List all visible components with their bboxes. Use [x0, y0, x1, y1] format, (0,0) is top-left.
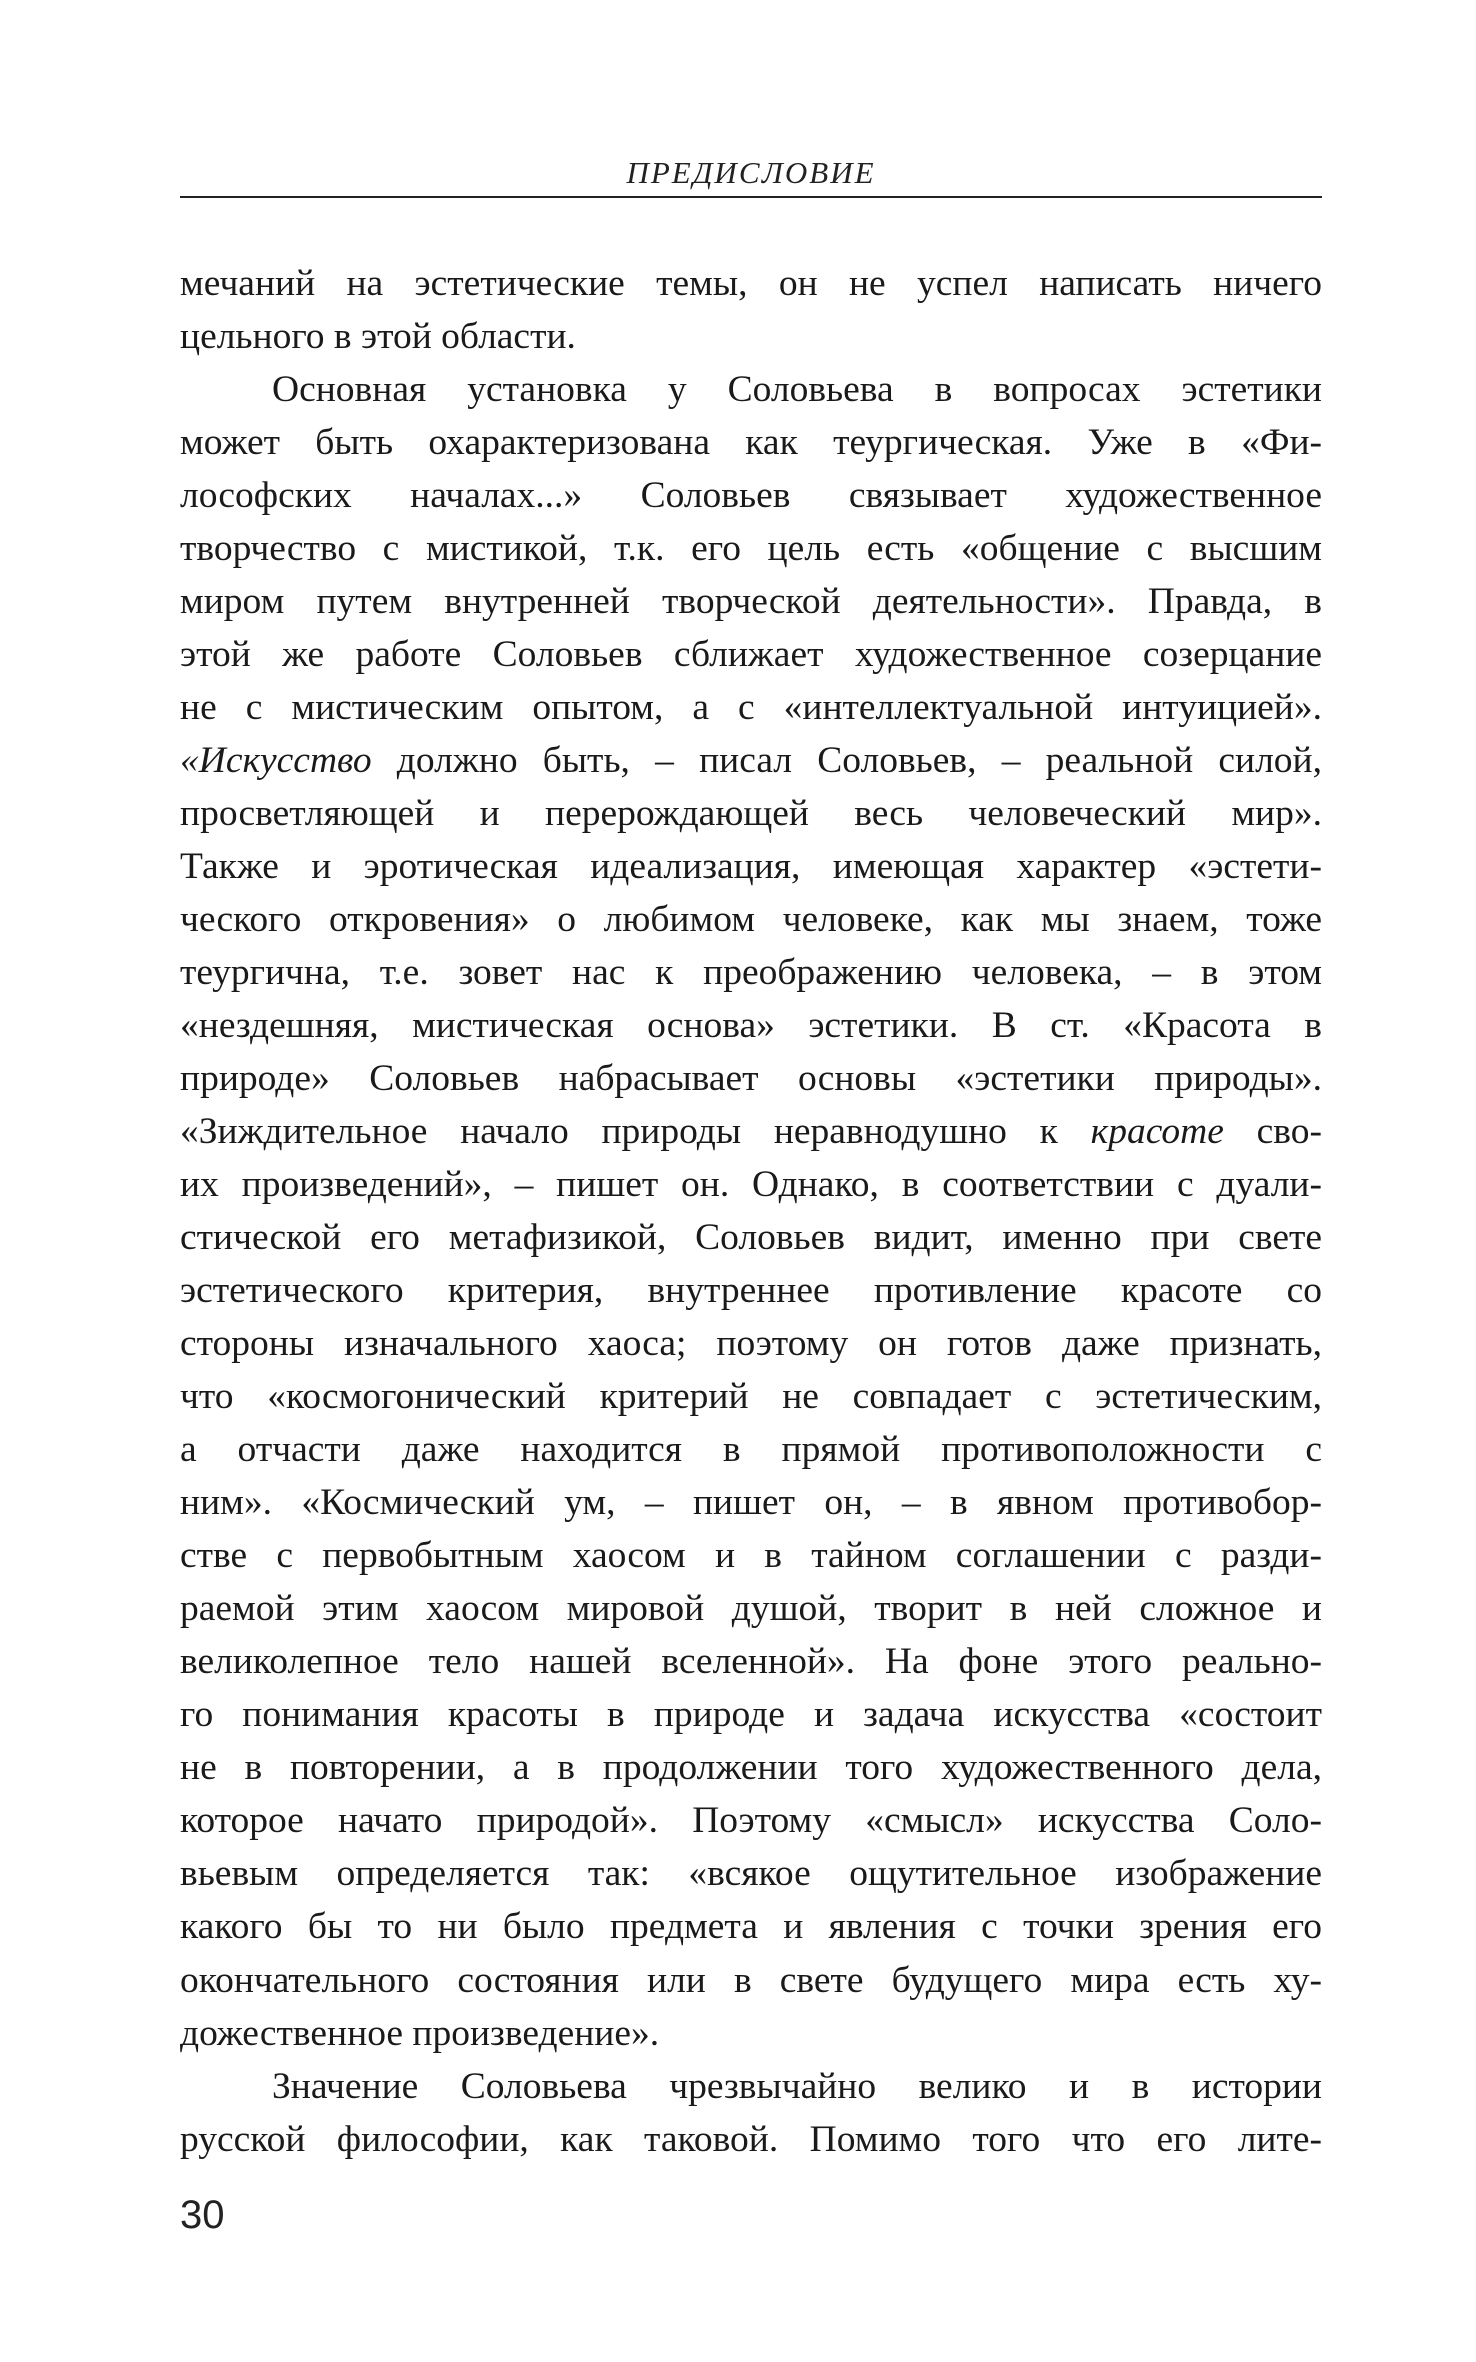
text-line-with-italic	[180, 1105, 1322, 1158]
text-line: стороны изначального хаоса; поэтому он готов даже признать,	[180, 1323, 1322, 1365]
text-line: эстетического критерия, внутреннее противление красоте со	[180, 1270, 1322, 1312]
text-line: которое начато природой». Поэтому «смысл» искусства Соло-	[180, 1800, 1322, 1842]
text-line-start: «Зиждительное начало природы неравнодушно к	[180, 1111, 1058, 1153]
text-line: просветляющей и перерождающей весь человеческий мир».	[180, 793, 1322, 835]
text-line: го понимания красоты в природе и задача искусства «состоит	[180, 1694, 1322, 1736]
text-line: а отчасти даже находится в прямой противоположности с	[180, 1429, 1322, 1471]
text-line: вьевым определяется так: «всякое ощутительное изображение	[180, 1853, 1322, 1895]
text-line: стической его метафизикой, Соловьев видит, именно при свете	[180, 1217, 1322, 1259]
text-line: может быть охарактеризована как теургическая. Уже в «Фи-	[180, 422, 1322, 464]
text-line: великолепное тело нашей вселенной». На фоне этого реально-	[180, 1641, 1322, 1683]
text-line: цельного в этой области.	[180, 316, 576, 358]
text-line: не с мистическим опытом, а с «интеллектуальной интуицией».	[180, 687, 1322, 729]
text-line: раемой этим хаосом мировой душой, творит в ней сложное и	[180, 1588, 1322, 1630]
text-line: что «космогонический критерий не совпадает с эстетическим,	[180, 1376, 1322, 1418]
header-title: ПРЕДИСЛОВИЕ	[626, 155, 876, 190]
text-line-with-italic	[180, 734, 1322, 787]
running-header	[180, 150, 1322, 198]
text-line: мечаний на эстетические темы, он не успел написать ничего	[180, 263, 1322, 304]
text-line: не в повторении, а в продолжении того художественного дела,	[180, 1747, 1322, 1789]
text-line: творчество с мистикой, т.к. его цель есть «общение с высшим	[180, 528, 1322, 570]
text-line-tail: сво-	[1256, 1111, 1322, 1153]
paragraph-start-line: Значение Соловьева чрезвычайно велико и в истории	[272, 2065, 1322, 2107]
text-line: Также и эротическая идеализация, имеющая характер «эстети-	[180, 846, 1322, 888]
italic-term-iskusstvo: «Искусство	[180, 740, 372, 782]
text-line: миром путем внутренней творческой деятельности». Правда, в	[180, 581, 1322, 623]
text-line: русской философии, как таковой. Помимо того что его лите-	[180, 2118, 1322, 2160]
italic-term-krasote: красоте	[1090, 1111, 1224, 1153]
text-line: ним». «Космический ум, – пишет он, – в явном противобор-	[180, 1482, 1322, 1524]
page-number: 30	[180, 2193, 225, 2237]
paragraph-start-line: Основная установка у Соловьева в вопросах эстетики	[272, 369, 1322, 411]
text-line-rest: должно быть, – писал Соловьев, – реальной силой,	[396, 740, 1323, 782]
text-line: природе» Соловьев набрасывает основы «эстетики природы».	[180, 1058, 1322, 1100]
text-line: какого бы то ни было предмета и явления с точки зрения его	[180, 1906, 1322, 1948]
text-line: их произведений», – пишет он. Однако, в соответствии с дуали-	[180, 1164, 1322, 1206]
text-line: лософских началах...» Соловьев связывает художественное	[180, 475, 1322, 517]
text-line: ческого откровения» о любимом человеке, как мы знаем, тоже	[180, 899, 1322, 941]
text-line: стве с первобытным хаосом и в тайном соглашении с разди-	[180, 1535, 1322, 1577]
text-line: теургична, т.е. зовет нас к преображению человека, – в этом	[180, 952, 1322, 994]
text-line: этой же работе Соловьев сближает художественное созерцание	[180, 634, 1322, 676]
body-text	[180, 257, 1322, 2166]
text-line: окончательного состояния или в свете будущего мира есть ху-	[180, 1959, 1322, 2001]
text-line: «нездешняя, мистическая основа» эстетики. В ст. «Красота в	[180, 1005, 1322, 1047]
text-line: дожественное произведение».	[180, 2012, 660, 2054]
